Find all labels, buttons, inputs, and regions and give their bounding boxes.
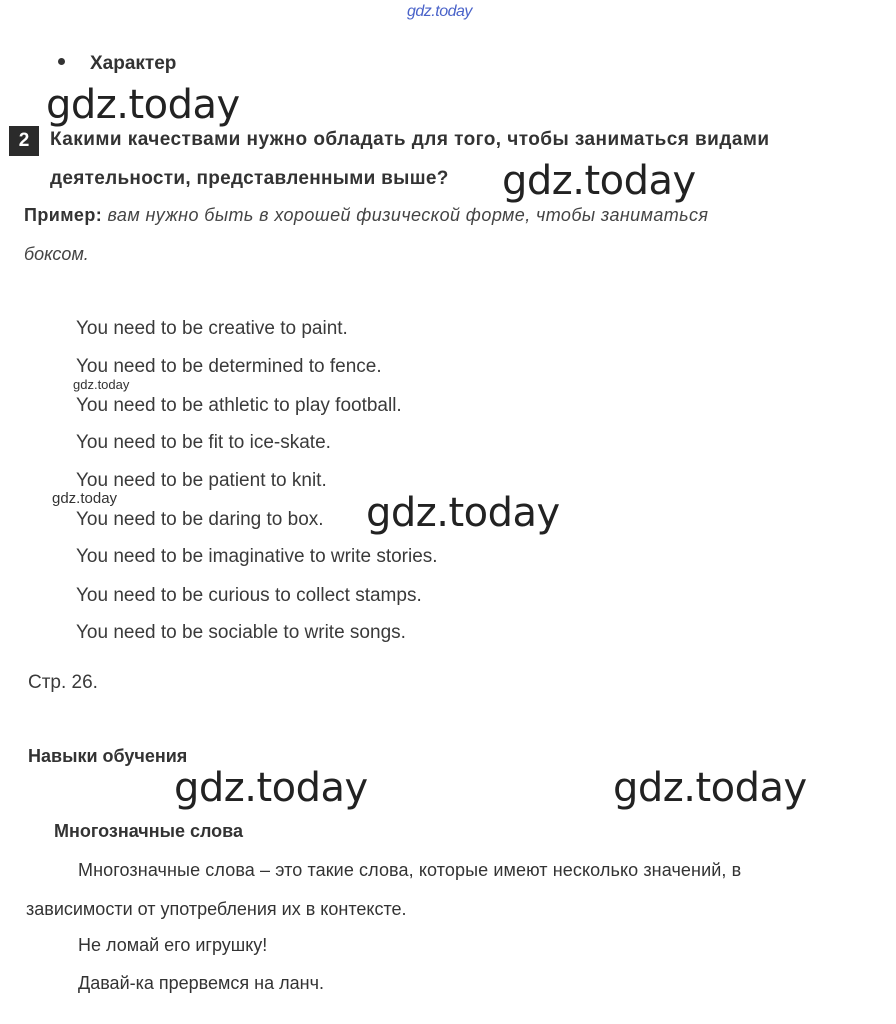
answer-2: You need to be determined to fence. xyxy=(76,356,382,377)
watermark-1: gdz.today xyxy=(46,82,240,128)
answer-6: You need to be daring to box. xyxy=(76,509,324,530)
answer-5: You need to be patient to knit. xyxy=(76,470,327,491)
definition-line-2: зависимости от употребления их в контексте. xyxy=(26,899,407,919)
section-title: Навыки обучения xyxy=(28,746,188,766)
example-text-2: боксом. xyxy=(24,244,89,264)
answer-9: You need to be sociable to write songs. xyxy=(76,622,406,643)
watermark-3: gdz.today xyxy=(366,490,560,536)
bullet-dot xyxy=(58,58,65,65)
watermark-small-2: gdz.today xyxy=(52,490,118,507)
bullet-label: Характер xyxy=(90,53,177,74)
example-sentence-1: Не ломай его игрушку! xyxy=(78,935,268,955)
section-subtitle: Многозначные слова xyxy=(54,821,244,841)
answer-1: You need to be creative to paint. xyxy=(76,318,348,339)
watermark-4: gdz.today xyxy=(174,765,368,811)
answer-3: You need to be athletic to play football. xyxy=(76,395,402,416)
answer-7: You need to be imaginative to write stories. xyxy=(76,546,438,567)
definition-line-1: Многозначные слова – это такие слова, которые имеют несколько значений, в xyxy=(78,860,742,880)
example-sentence-2: Давай-ка прервемся на ланч. xyxy=(78,973,324,993)
example-label: Пример: xyxy=(24,205,103,225)
example-text: вам нужно быть в хорошей физической форме, чтобы заниматься xyxy=(107,205,709,225)
question-line-1: Какими качествами нужно обладать для того, чтобы заниматься видами xyxy=(50,129,770,150)
example-line-1 xyxy=(24,205,708,226)
page-reference: Стр. 26. xyxy=(28,672,98,693)
example-line-2 xyxy=(24,244,89,265)
answer-4: You need to be fit to ice-skate. xyxy=(76,432,331,453)
watermark-small-1: gdz.today xyxy=(73,377,130,392)
answer-8: You need to be curious to collect stamps. xyxy=(76,585,422,606)
watermark-top: gdz.today xyxy=(407,3,472,20)
task-number: 2 xyxy=(9,126,39,156)
watermark-2: gdz.today xyxy=(502,158,696,204)
question-line-2: деятельности, представленными выше? xyxy=(50,168,449,189)
watermark-5: gdz.today xyxy=(613,765,807,811)
